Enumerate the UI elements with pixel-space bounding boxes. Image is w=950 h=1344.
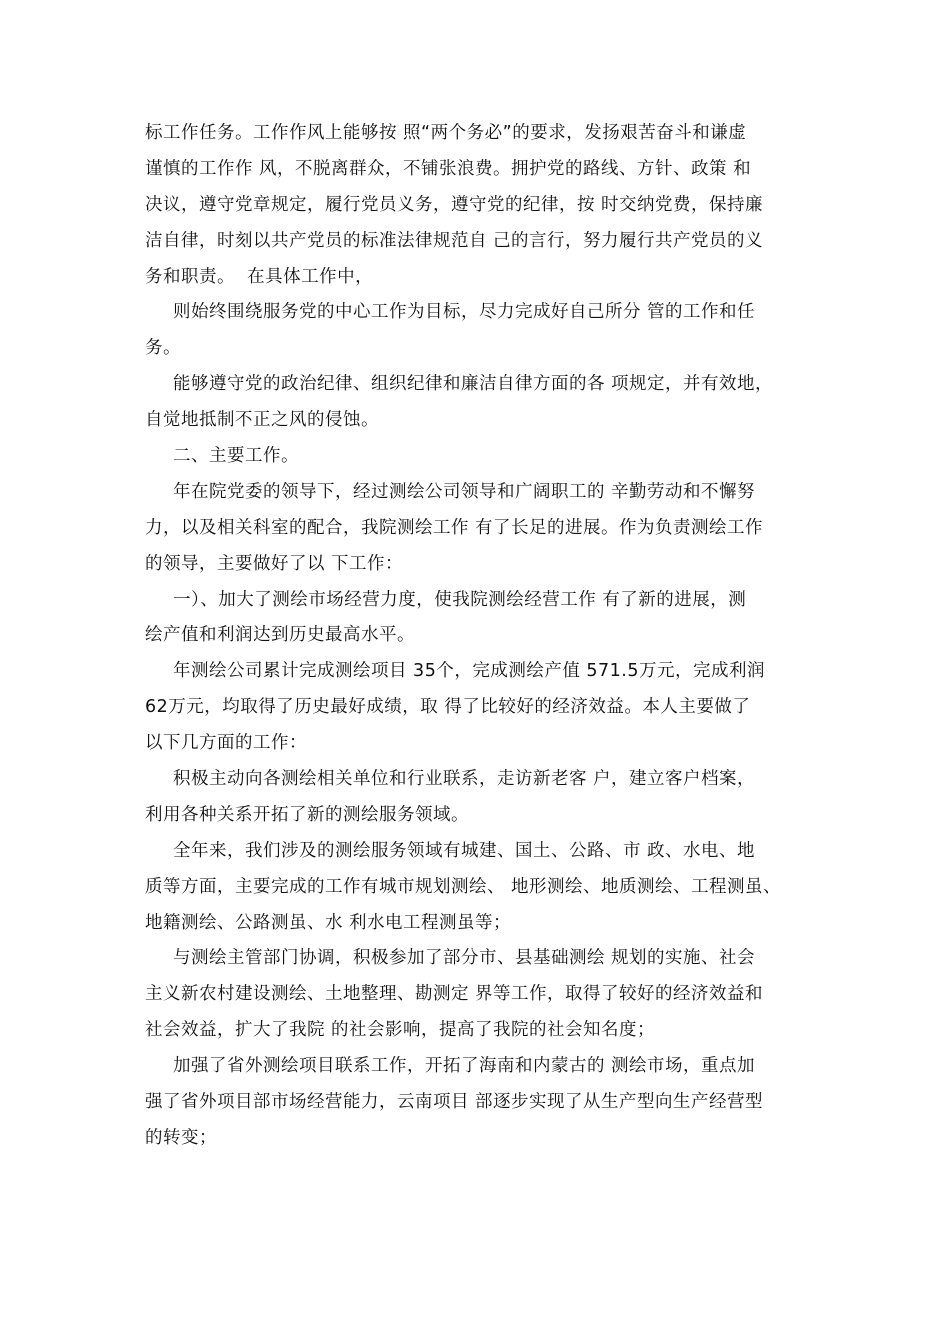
text-line: 二、主要工作。 [173, 446, 299, 467]
text-line: 标工作任务。工作作风上能够按 照“两个务必”的要求，发扬艰苦奋斗和谦虚 [145, 123, 747, 143]
text-line: 积极主动向各测绘相关单位和行业联系，走访新老客 户，建立客户档案， [173, 769, 756, 790]
text-line: 自觉地抵制不正之风的侵蚀。 [145, 410, 379, 431]
text-line: 以下几方面的工作： [145, 733, 307, 754]
text-line: 的转变； [145, 1127, 217, 1148]
text-line: 主义新农村建设测绘、土地整理、勘测定 界等工作，取得了较好的经济效益和 [145, 984, 764, 1005]
text-line: 务和职责。 在具体工作中， [145, 266, 374, 287]
text-line: 地籍测绘、公路测虽、水 利水电工程测虽等； [145, 912, 512, 933]
text-line: 62万元，均取得了历史最好成绩，取 得了比较好的经济效益。本人主要做了 [145, 697, 751, 718]
text-line: 则始终围绕服务党的中心工作为目标，尽力完成好自己所分 管的工作和任 [173, 302, 756, 323]
text-line: 与测绘主管部门协调，积极参加了部分市、县基础测绘 规划的实施、社会 [173, 948, 756, 969]
document-body [145, 116, 825, 1157]
text-line: 决议，遵守党章规定，履行党员义务，遵守党的纪律，按 时交纳党费，保持廉 [145, 194, 764, 215]
text-line: 力，以及相关科室的配合，我院测绘工作 有了长足的进展。作为负责测绘工作 [145, 517, 764, 538]
text-line: 务。 [145, 338, 181, 359]
text-line: 年测绘公司累计完成测绘项目 35个，完成测绘产值 571.5万元，完成利润 [173, 661, 765, 682]
text-line: 质等方面，主要完成的工作有城市规划测绘、 地形测绘、地质测绘、工程测虽、 [145, 876, 782, 897]
text-line: 社会效益，扩大了我院 的社会影响，提高了我院的社会知名度； [145, 1020, 656, 1041]
text-line: 全年来，我们涉及的测绘服务领域有城建、国土、公路、市 政、水电、地 [173, 840, 756, 861]
text-line: 的领导，主要做好了以 下工作： [145, 553, 404, 574]
text-line: 年在院党委的领导下，经过测绘公司领导和广阔职工的 辛勤劳动和不懈努 [173, 481, 756, 502]
text-line: 能够遵守党的政治纪律、组织纪律和廉洁自律方面的各 项规定，并有效地， [173, 374, 774, 395]
text-line: 一）、加大了测绘市场经营力度，使我院测绘经营工作 有了新的进展，测 [173, 589, 747, 610]
text-line: 加强了省外测绘项目联系工作，开拓了海南和内蒙古的 测绘市场，重点加 [173, 1056, 756, 1077]
text-line: 利用各种关系开拓了新的测绘服务领域。 [145, 804, 469, 825]
text-line: 洁自律，时刻以共产党员的标准法律规范自 己的言行，努力履行共产党员的义 [145, 230, 764, 251]
text-line: 强了省外项目部市场经营能力，云南项目 部逐步实现了从生产型向生产经营型 [145, 1092, 764, 1113]
text-line: 绘产值和利润达到历史最高水平。 [145, 625, 415, 646]
text-line: 谨慎的工作作 风，不脱离群众，不铺张浪费。拥护党的路线、方针、政策 和 [145, 158, 752, 179]
